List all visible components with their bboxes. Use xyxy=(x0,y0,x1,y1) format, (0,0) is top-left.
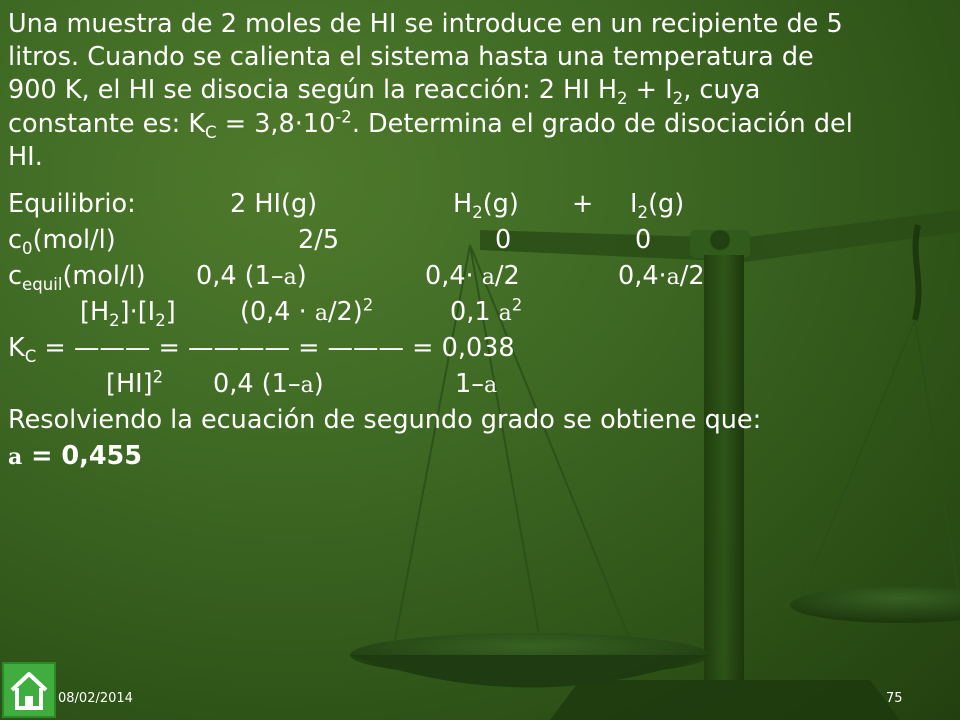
alpha-symbol: a xyxy=(666,265,680,290)
conclusion-text: Resolviendo la ecuación de segundo grado se obtiene que: xyxy=(8,405,762,435)
kc-denominator: 1– xyxy=(455,369,484,399)
alpha-symbol: a xyxy=(8,444,23,470)
slide-body xyxy=(8,8,953,476)
kc-equation-row: $K_C$ = ——— = ———— = ——— = 0,038 xyxy=(8,333,515,367)
alpha-symbol: a xyxy=(314,301,328,326)
problem-line: HI. xyxy=(8,142,43,172)
c0-label: c xyxy=(8,225,23,255)
problem-line: 900 K, el HI se disocia según la reacción: 2 HI xyxy=(8,75,590,105)
kc-denominator: 0,4 (1– xyxy=(213,369,301,399)
plus-sign: + xyxy=(572,189,594,219)
ceq-label: c xyxy=(8,261,23,291)
problem-line: Una muestra de 2 moles de HI se introduce en un recipiente de 5 xyxy=(8,9,843,39)
c0-i2-value: 0 xyxy=(635,225,652,255)
kc-denominator: [HI] xyxy=(106,369,153,399)
kc-equation: = ——— = ———— = ——— = 0,038 xyxy=(36,333,515,363)
slide-number: 75 xyxy=(886,691,903,706)
alpha-symbol: a xyxy=(481,265,495,290)
kc-label: K xyxy=(8,333,25,363)
alpha-symbol: a xyxy=(483,373,498,398)
alpha-symbol: a xyxy=(300,373,314,398)
alpha-symbol: a xyxy=(283,265,297,290)
home-icon xyxy=(4,664,54,716)
kc-numerator: (0,4 · xyxy=(240,297,315,327)
kc-numerator-row: $[H_2]\cdot[I_2]$ $(0,4 \cdot a/2)^2$ 0,1 $a^2$ xyxy=(80,295,523,331)
result-value: = 0,455 xyxy=(22,441,143,471)
equilibrium-label: Equilibrio: xyxy=(8,189,136,219)
equilibrium-concentration-row: $c_{equil}(mol/l)$ 0,4 (1–a) 0,4· a/2 0,4·a/2 xyxy=(8,261,705,295)
c0-h2-value: 0 xyxy=(495,225,512,255)
home-button[interactable] xyxy=(2,662,56,718)
problem-line: constante es: K xyxy=(8,109,206,139)
kc-denominator-row: [HI]$^2$ 0,4 (1–a) 1–a xyxy=(106,367,498,399)
reactant-hi: 2 HI(g) xyxy=(230,189,318,219)
equilibrium-row: Equilibrio: 2 HI(g) $H_2(g)$ + $I_2(g)$ xyxy=(8,189,685,223)
conclusion-row xyxy=(8,404,953,440)
ceq-hi-value: 0,4 (1– xyxy=(196,261,284,291)
c0-hi-value: 2/5 xyxy=(298,225,340,255)
problem-statement: Una muestra de 2 moles de HI se introduce en un recipiente de 5 litros. Cuando se calienta el sistema hasta una temperatura de 900 K, el HI se disocia según la reacción: 2 HI $H_2 + I_2$, cuya constante es: $K_C = 3,8\cdot 10^{-2}$. Determina el grado de disociación del HI. xyxy=(8,9,853,172)
initial-concentration-row: $c_0(mol/l)$ 2/5 0 0 xyxy=(8,225,652,259)
slide-date: 08/02/2014 xyxy=(58,691,133,706)
alpha-symbol: a xyxy=(498,301,512,326)
ceq-h2-value: 0,4· xyxy=(425,261,474,291)
kc-numerator: [H xyxy=(80,297,110,327)
problem-line: litros. Cuando se calienta el sistema hasta una temperatura de xyxy=(8,42,814,72)
product-h2: H xyxy=(453,189,473,219)
product-i2: I xyxy=(630,189,638,219)
result-row xyxy=(8,440,953,476)
kc-numerator: 0,1 xyxy=(450,297,499,327)
ceq-i2-value: 0,4· xyxy=(618,261,667,291)
